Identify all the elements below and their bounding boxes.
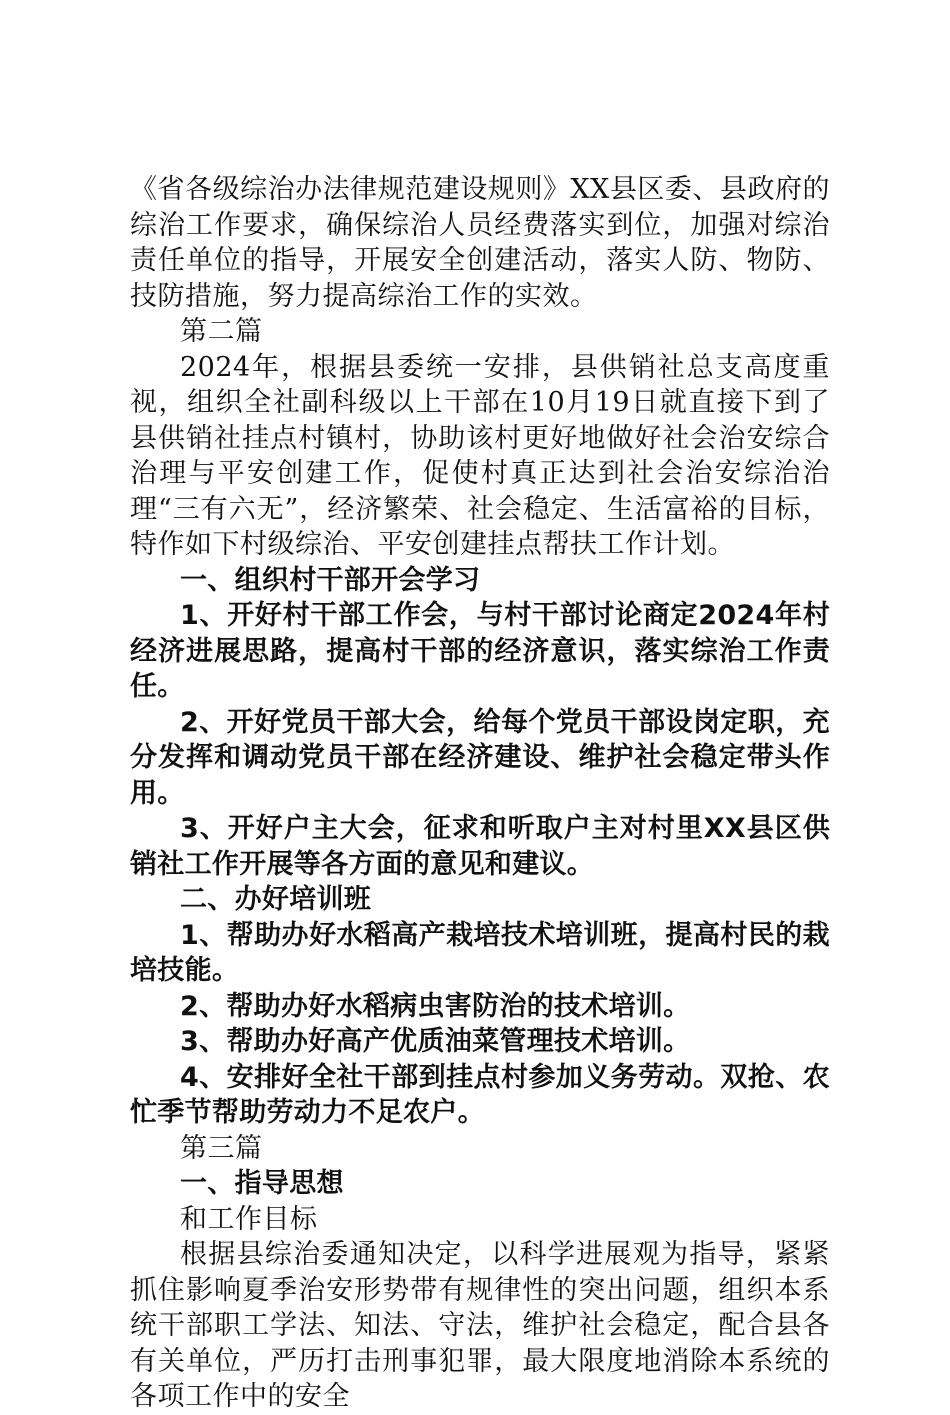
paragraph-1: 《省各级综治办法律规范建设规则》XX县区委、县政府的综治工作要求，确保综治人员经费落实到位，加强对综治责任单位的指导，开展安全创建活动，落实人防、物防、技防措施，努力提高综治工作的实效。 [130,174,830,312]
heading-organize-meetings: 一、组织村干部开会学习 [180,564,481,596]
item-party-member-meeting: 2、开好党员干部大会，给每个党员干部设岗定职，充分发挥和调动党员干部在经济建设、维护社会稳定带头作用。 [130,706,830,809]
heading-training: 二、办好培训班 [180,884,372,915]
paragraph-guiding-text: 根据县综治委通知决定，以科学进展观为指导，紧紧抓住影响夏季治安形势带有规律性的突出问题，组织本系统干部职工学法、知法、守法，维护社会稳定，配合县各有关单位，严历打击刑事犯罪，最大限度地消除本系统的各项工作中的安全 [130,1239,830,1412]
section-heading-part-3: 第三篇 [180,1132,263,1164]
paragraph-intro-part-2: 2024年，根据县委统一安排，县供销社总支高度重视，组织全社副科级以上干部在10月19日就直接下到了县供销社挂点村镇村，协助该村更好地做好社会治安综合治理与平安创建工作，促使村真正达到社会治安综治治理“三有六无”，经济繁荣、社会稳定、生活富裕的目标，特作如下村级综治、平安创建挂点帮扶工作计划。 [130,351,830,560]
item-village-cadre-meeting: 1、开好村干部工作会，与村干部讨论商定2024年村经济进展思路，提高村干部的经济意识，落实综治工作责任。 [130,600,830,702]
item-pest-training: 2、帮助办好水稻病虫害防治的技术培训。 [180,990,691,1022]
item-voluntary-labor: 4、安排好全社干部到挂点村参加义务劳动。双抢、农忙季节帮助劳动力不足农户。 [130,1061,830,1128]
heading-guiding-ideology: 一、指导思想 [180,1168,344,1199]
item-household-meeting: 3、开好户主大会，征求和听取户主对村里XX县区供销社工作开展等各方面的意见和建议。 [130,813,830,880]
item-rapeseed-training: 3、帮助办好高产优质油菜管理技术培训。 [180,1026,691,1057]
heading-work-goals: 和工作目标 [180,1203,318,1235]
document-page [130,172,830,1415]
section-heading-part-2: 第二篇 [180,316,263,347]
item-rice-training: 1、帮助办好水稻高产栽培技术培训班，提高村民的栽培技能。 [130,919,830,986]
